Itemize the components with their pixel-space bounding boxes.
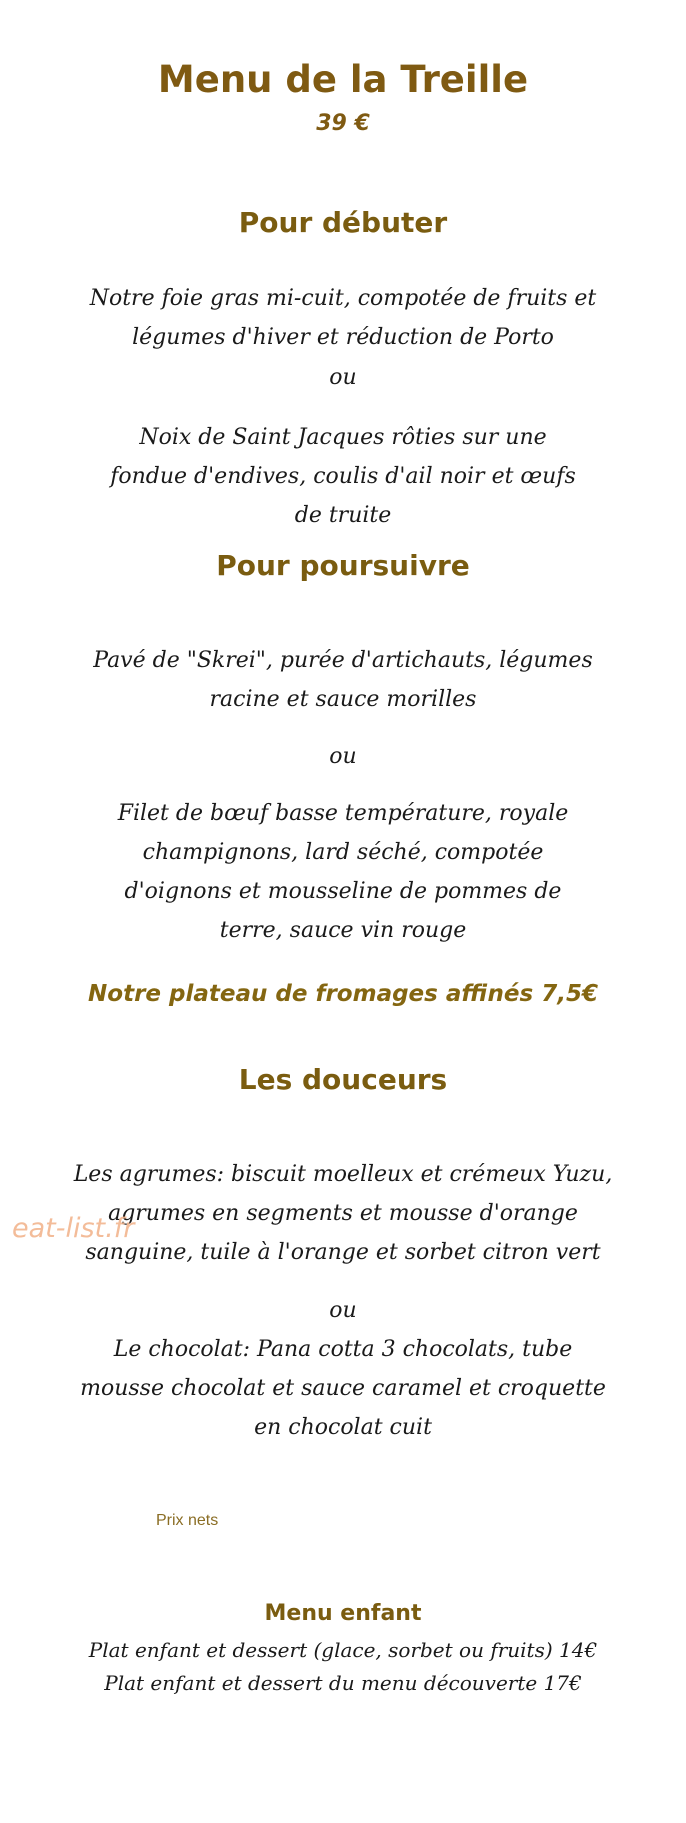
dessert-or: ou xyxy=(329,1298,357,1323)
dessert-dish-2: Le chocolat: Pana cotta 3 chocolats, tube mousse chocolat et sauce caramel et croquette en chocolat cuit xyxy=(80,1337,606,1440)
menu-title: Menu de la Treille xyxy=(157,58,529,101)
starter-dish-2: Noix de Saint Jacques rôties sur une fondue d'endives, coulis d'ail noir et œufs de truite xyxy=(110,425,576,528)
kids-menu-line-2: Plat enfant et dessert du menu découverte 17€ xyxy=(104,1671,582,1695)
kids-menu-line-1: Plat enfant et dessert (glace, sorbet ou fruits) 14€ xyxy=(88,1638,598,1662)
kids-menu-heading: Menu enfant xyxy=(264,1601,422,1626)
dessert-dish-1: Les agrumes: biscuit moelleux et crémeux Yuzu, agrumes en segments et mousse d'orange sanguine, tuile à l'orange et sorbet citron vert xyxy=(73,1162,613,1265)
section-heading-mains: Pour poursuivre xyxy=(216,549,470,582)
watermark: eat-list.fr xyxy=(12,1213,135,1244)
main-dish-1: Pavé de "Skrei", purée d'artichauts, légumes racine et sauce morilles xyxy=(93,648,593,712)
price-note: Prix nets xyxy=(156,1512,219,1529)
cheese-plate: Notre plateau de fromages affinés 7,5€ xyxy=(88,981,598,1007)
menu-price: 39 € xyxy=(316,111,370,136)
main-dish-2: Filet de bœuf basse température, royale champignons, lard séché, compotée d'oignons et mousseline de pommes de terre, sauce vin rouge xyxy=(117,801,569,943)
main-or: ou xyxy=(329,744,357,769)
starter-dish-1: Notre foie gras mi-cuit, compotée de fruits et légumes d'hiver et réduction de Porto xyxy=(89,286,597,350)
section-heading-desserts: Les douceurs xyxy=(238,1063,448,1096)
section-heading-starters: Pour débuter xyxy=(238,206,448,239)
starter-or: ou xyxy=(329,365,357,390)
